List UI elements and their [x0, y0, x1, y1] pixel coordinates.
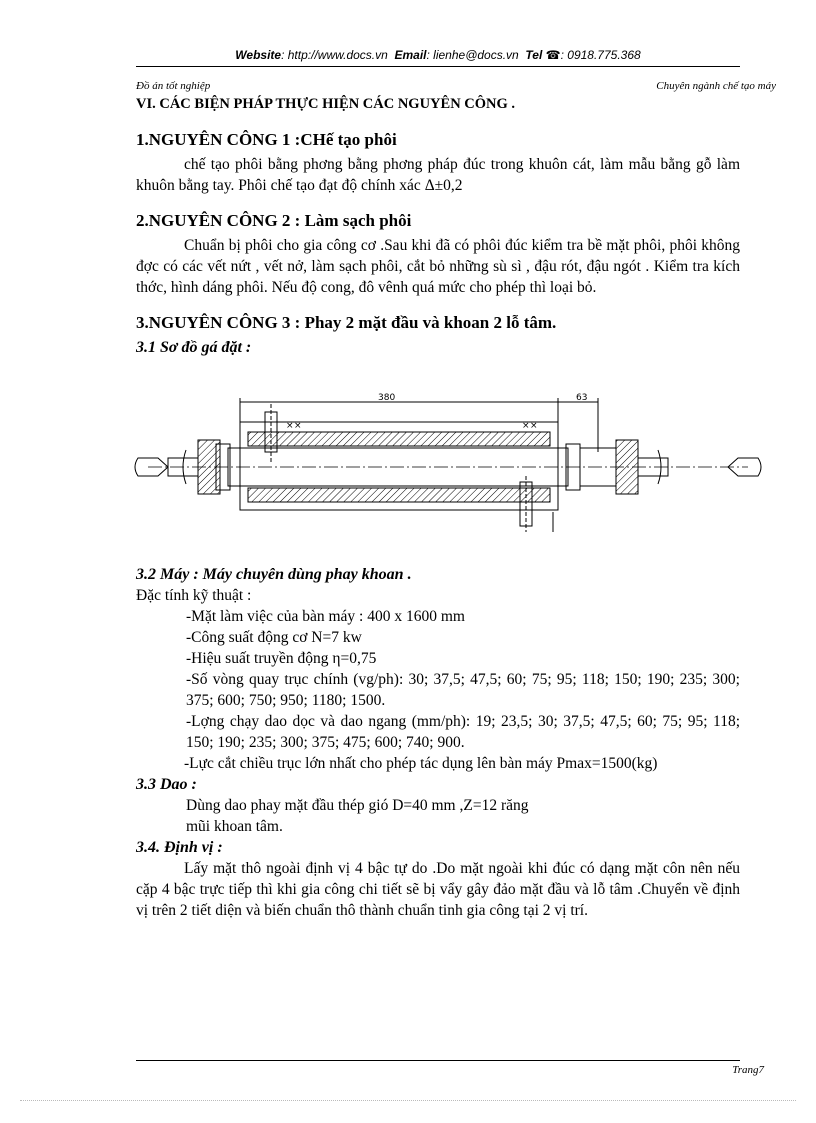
website-value: : http://www.docs.vn — [281, 48, 388, 62]
section-title: VI. CÁC BIỆN PHÁP THỰC HIỆN CÁC NGUYÊN CÔNG . — [136, 96, 516, 112]
spec-feed: -Lợng chạy dao dọc và dao ngang (mm/ph): 19; 23,5; 30; 37,5; 47,5; 60; 75; 95; 118; 150; 190; 235; 300; 375; 475; 600; 740; 900. — [186, 713, 740, 751]
svg-text:×: × — [294, 421, 302, 431]
svg-text:×: × — [530, 421, 538, 431]
dim-380: 380 — [378, 393, 396, 403]
dao-line1: Dùng dao phay mặt đầu thép gió D=40 mm ,Z=12 răng — [186, 797, 529, 814]
dim-63: 63 — [576, 393, 588, 403]
nc2-body: Chuẩn bị phôi cho gia công cơ .Sau khi đã có phôi đúc kiểm tra bề mặt phôi, phôi không đợc có các vết nứt , vết nở, làm sạch phôi, cắt bỏ những sù sì , đậu rót, đậu ngót . Kiểm tra kích thớc, hình dáng phôi. Nếu độ cong, đô vênh quá mức cho phép thì loại bỏ. — [136, 237, 740, 296]
nc2-title: 2.NGUYÊN CÔNG 2 : Làm sạch phôi — [136, 211, 412, 230]
s32-title: 3.2 Máy : Máy chuyên dùng phay khoan . — [136, 566, 412, 583]
page-content — [136, 94, 740, 921]
website-label: Website — [235, 48, 282, 62]
fixture-drawing — [128, 392, 768, 592]
phone-icon: ☎ — [545, 48, 561, 62]
s33-title: 3.3 Dao : — [136, 776, 197, 793]
s34-title: 3.4. Định vị : — [136, 839, 223, 856]
dao-line2: mũi khoan tâm. — [186, 818, 283, 835]
spec-rpm: -Số vòng quay trục chính (vg/ph): 30; 37,5; 47,5; 60; 75; 95; 118; 150; 190; 235; 300; 375; 600; 750; 950; 1180; 1500. — [186, 671, 740, 709]
spec-power: -Công suất động cơ N=7 kw — [186, 629, 362, 646]
nc3-title: 3.NGUYÊN CÔNG 3 : Phay 2 mặt đầu và khoan 2 lỗ tâm. — [136, 313, 557, 332]
spec-force: -Lực cắt chiều trục lớn nhất cho phép tác dụng lên bàn máy Pmax=1500(kg) — [184, 755, 658, 772]
page-bottom-border — [20, 1100, 796, 1101]
email-value: : lienhe@docs.vn — [426, 48, 519, 62]
footer-divider — [136, 1060, 740, 1061]
fixture-diagram — [136, 364, 740, 564]
header-divider — [136, 66, 740, 67]
spec-table: -Mặt làm việc của bàn máy : 400 x 1600 mm — [186, 608, 465, 625]
tel-label: Tel — [525, 48, 543, 62]
page-number: Trang7 — [732, 1064, 764, 1076]
svg-text:×: × — [286, 421, 294, 431]
dinhvi-body: Lấy mặt thô ngoài định vị 4 bậc tự do .Do mặt ngoài khi đúc có dạng mặt côn nên nếu cặp 4 bậc trực tiếp thì khi gia công chi tiết sẽ bị vẩy gây đảo mặt đầu và lỗ tâm .Chuyển về định vị trên 2 tiết diện và biến chuẩn thô thành chuẩn tinh gia công tại 2 vị trí. — [136, 860, 740, 919]
tel-value: : 0918.775.368 — [560, 48, 641, 62]
s31-title: 3.1 Sơ đồ gá đặt : — [136, 339, 252, 356]
nc1-title: 1.NGUYÊN CÔNG 1 :CHế tạo phôi — [136, 130, 397, 149]
email-label: Email — [394, 48, 427, 62]
nc1-body: chế tạo phôi bằng phơng bằng phơng pháp đúc trong khuôn cát, làm mẫu bằng gỗ làm khuôn bằng tay. Phôi chế tạo đạt độ chính xác Δ±0,2 — [136, 156, 740, 194]
page-header — [136, 48, 740, 62]
spec-title: Đặc tính kỹ thuật : — [136, 587, 252, 604]
spec-efficiency: -Hiệu suất truyền động η=0,75 — [186, 650, 377, 667]
major-note: Chuyên ngành chế tạo máy — [656, 80, 776, 92]
doc-type-note: Đồ án tốt nghiệp — [136, 80, 211, 92]
svg-text:×: × — [522, 421, 530, 431]
